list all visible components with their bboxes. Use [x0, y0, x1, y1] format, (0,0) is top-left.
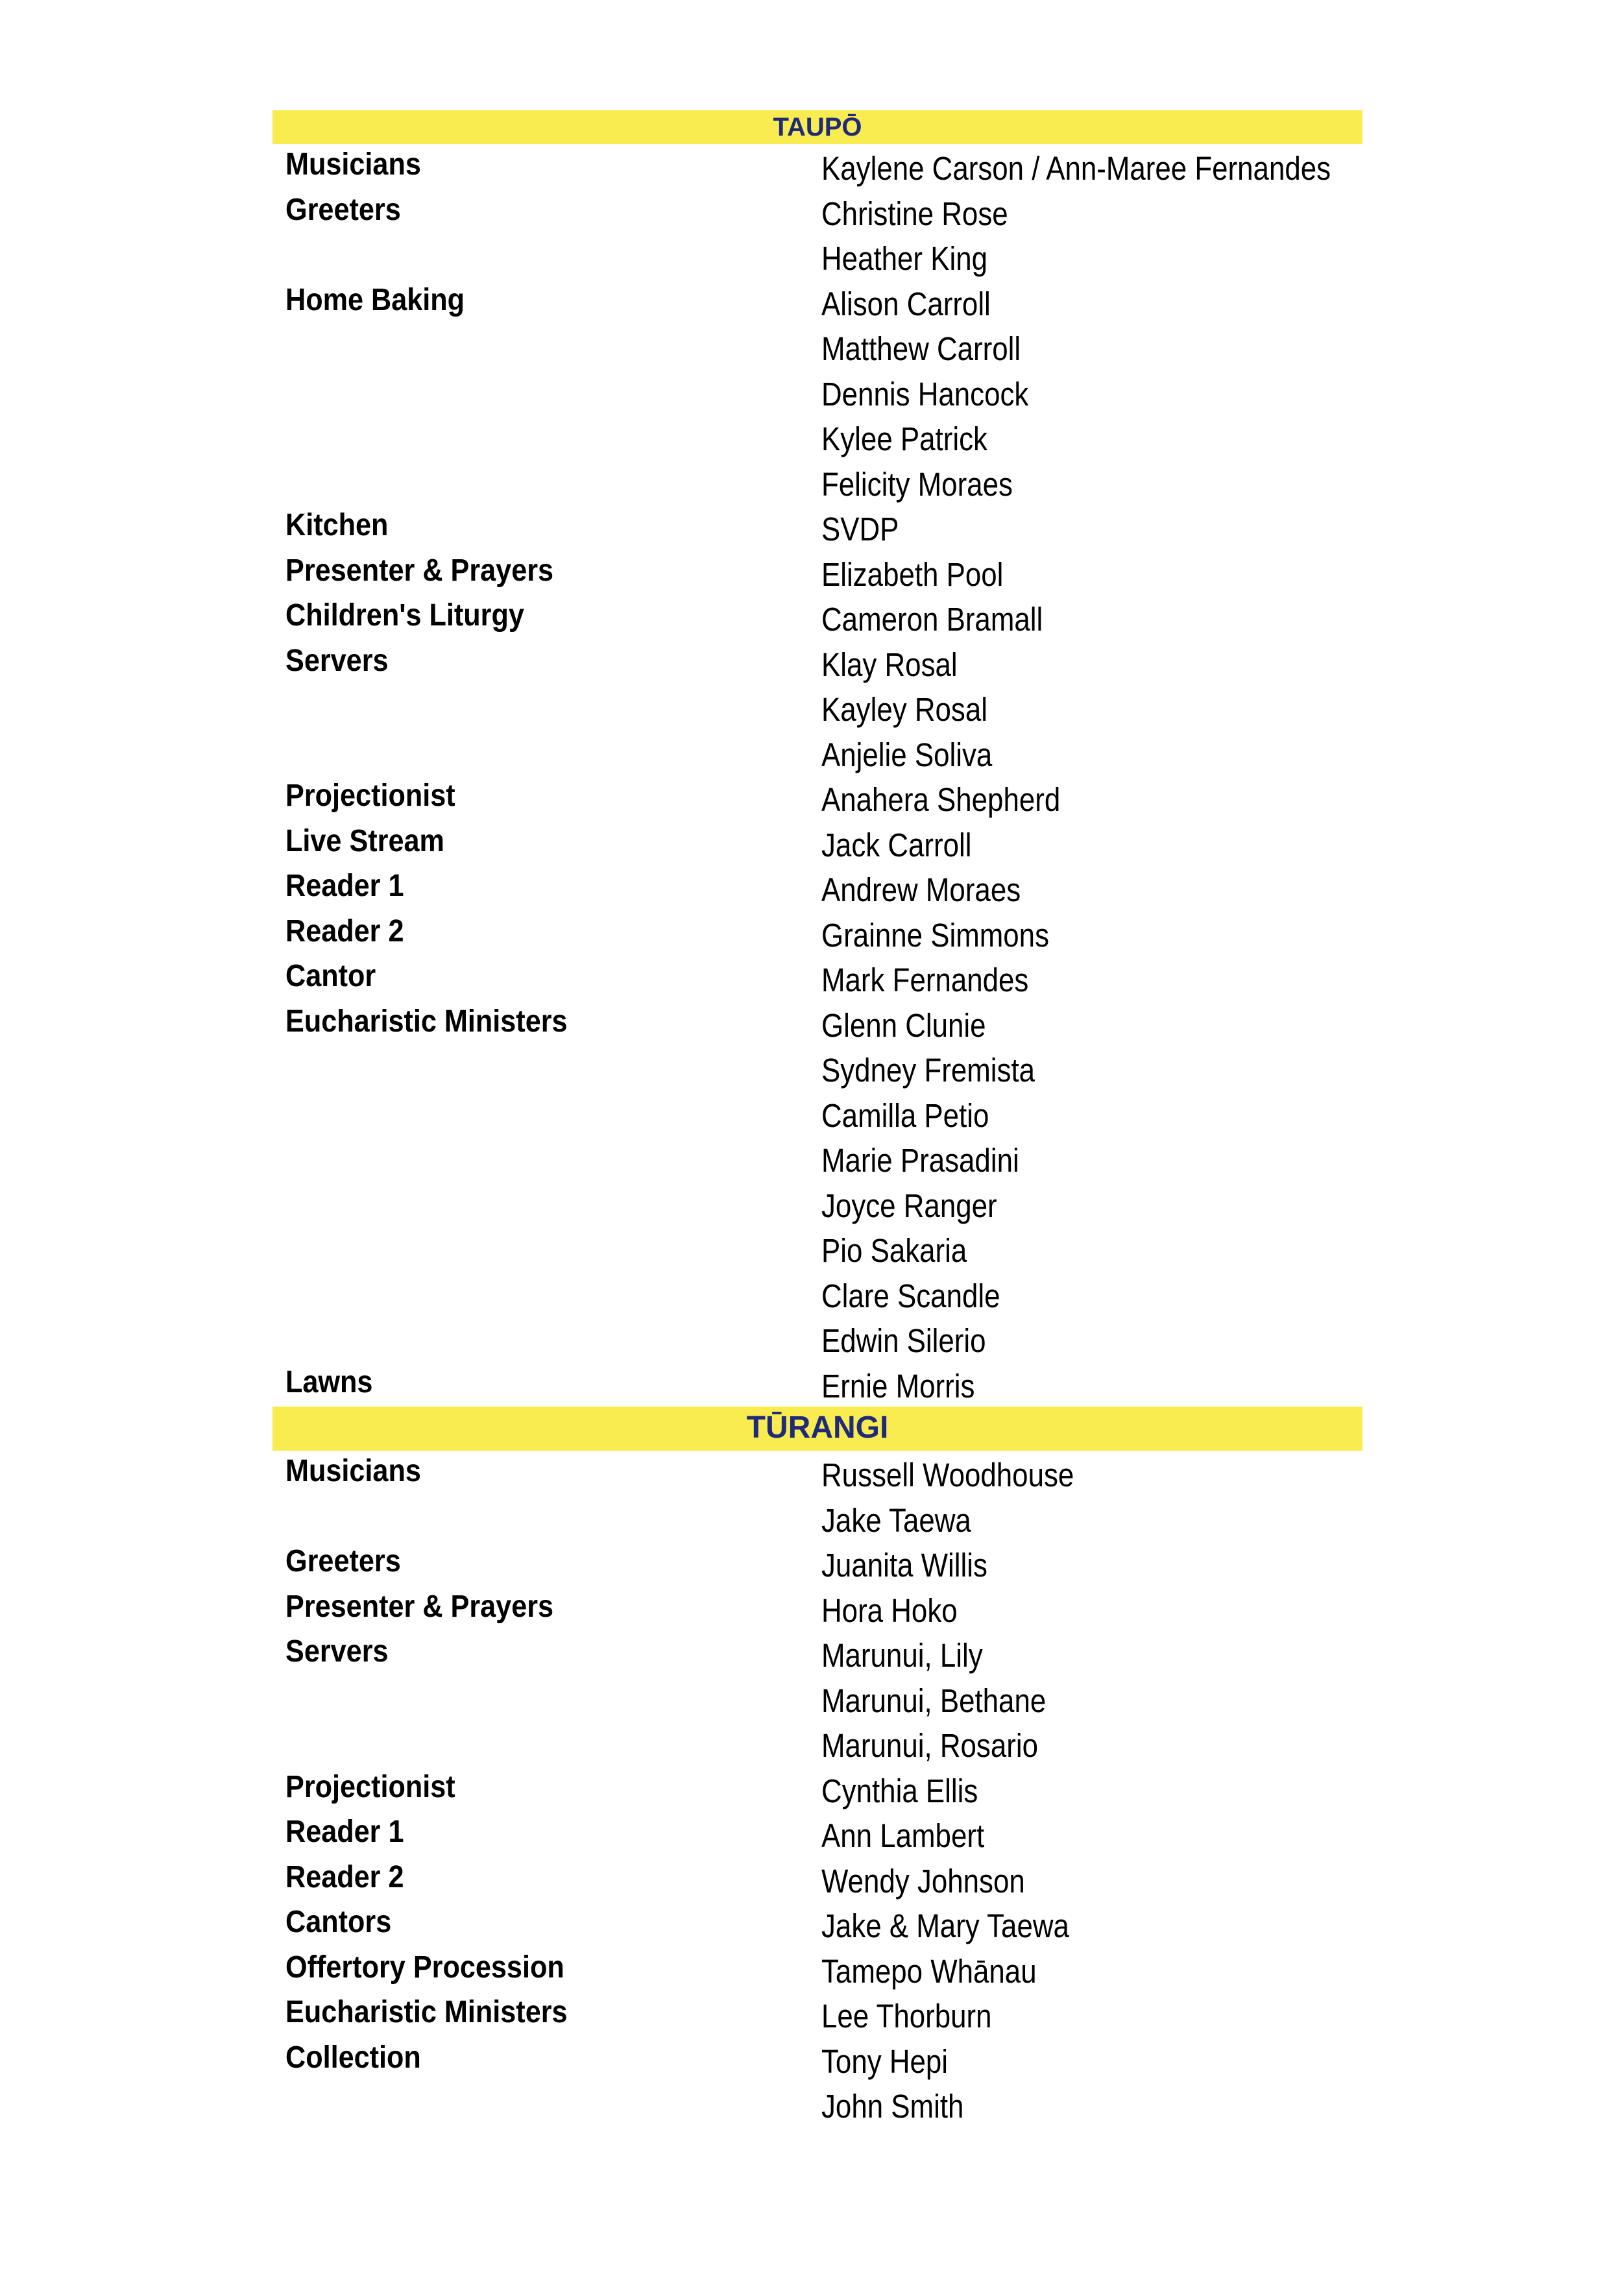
- roster-row: [272, 1631, 1362, 1676]
- section-header-turangi: [272, 1407, 1362, 1451]
- role-label: Servers: [285, 643, 389, 678]
- roster-row: [272, 2037, 1362, 2083]
- volunteer-name: Tamepo Whānau: [821, 1952, 1037, 1990]
- volunteer-name: Tony Hepi: [821, 2042, 949, 2080]
- volunteer-name: Hora Hoko: [821, 1591, 958, 1629]
- section-turangi: [272, 1407, 1362, 2127]
- volunteer-name: Anjelie Soliva: [821, 736, 993, 773]
- roster-row: [272, 595, 1362, 640]
- volunteer-name: Felicity Moraes: [821, 465, 1013, 503]
- roster-row: [272, 821, 1362, 866]
- role-label: Collection: [285, 2040, 421, 2075]
- roster-row: [272, 1586, 1362, 1632]
- role-label: Musicians: [285, 1454, 421, 1488]
- volunteer-name: Alison Carroll: [821, 285, 991, 322]
- roster-row: [272, 280, 1362, 325]
- volunteer-name: Mark Fernandes: [821, 961, 1029, 998]
- volunteer-name: Edwin Silerio: [821, 1322, 986, 1359]
- role-label: Cantors: [285, 1905, 392, 1939]
- roster-row: [272, 189, 1362, 235]
- volunteer-name: Marunui, Lily: [821, 1637, 983, 1674]
- role-label: Presenter & Prayers: [285, 1589, 554, 1624]
- volunteer-name: Ernie Morris: [821, 1367, 975, 1405]
- role-label: Reader 1: [285, 869, 404, 903]
- roster-row: [272, 1541, 1362, 1586]
- roster-row: [272, 775, 1362, 821]
- role-label: Home Baking: [285, 282, 465, 317]
- roster-row: [272, 1857, 1362, 1902]
- volunteer-name: Clare Scandle: [821, 1277, 1000, 1314]
- volunteer-name: Jack Carroll: [821, 826, 972, 864]
- roster-row: [272, 370, 1362, 415]
- roster-row: [272, 460, 1362, 505]
- volunteer-name: Russell Woodhouse: [821, 1456, 1074, 1493]
- volunteer-name: Ann Lambert: [821, 1817, 985, 1854]
- role-label: Kitchen: [285, 508, 389, 542]
- roster-row: [272, 144, 1362, 189]
- volunteer-name: Kylee Patrick: [821, 420, 987, 457]
- volunteer-name: Klay Rosal: [821, 646, 958, 683]
- role-label: Reader 1: [285, 1815, 404, 1849]
- section-rows: [272, 1451, 1362, 2127]
- volunteer-name: Andrew Moraes: [821, 871, 1021, 908]
- volunteer-name: Anahera Shepherd: [821, 781, 1061, 818]
- volunteer-name: John Smith: [821, 2088, 964, 2125]
- roster-row: [272, 911, 1362, 956]
- roster-row: [272, 1226, 1362, 1272]
- volunteer-name: Marunui, Bethane: [821, 1682, 1047, 1719]
- roster-row: [272, 1181, 1362, 1227]
- role-label: Eucharistic Ministers: [285, 1004, 568, 1039]
- roster-row: [272, 1902, 1362, 1947]
- role-label: Greeters: [285, 192, 401, 227]
- volunteer-name: Jake Taewa: [821, 1501, 971, 1539]
- section-header-taupo: [272, 110, 1362, 144]
- volunteer-name: Dennis Hancock: [821, 375, 1029, 413]
- roster-row: [272, 2082, 1362, 2127]
- volunteer-name: Kaylene Carson / Ann-Maree Fernandes: [821, 150, 1331, 187]
- volunteer-name: Juanita Willis: [821, 1547, 987, 1584]
- role-label: Presenter & Prayers: [285, 553, 554, 588]
- volunteer-name: Kayley Rosal: [821, 691, 987, 728]
- volunteer-name: Marunui, Rosario: [821, 1727, 1038, 1764]
- roster-row: [272, 1272, 1362, 1317]
- section-title: TAUPŌ: [773, 113, 862, 141]
- roster-table: [272, 110, 1362, 2127]
- roster-row: [272, 1001, 1362, 1046]
- section-taupo: [272, 110, 1362, 1407]
- role-label: Children's Liturgy: [285, 598, 524, 633]
- volunteer-name: Glenn Clunie: [821, 1006, 986, 1044]
- role-label: Reader 2: [285, 913, 404, 949]
- role-label: Musicians: [285, 147, 421, 182]
- roster-row: [272, 1992, 1362, 2037]
- roster-row: [272, 1316, 1362, 1362]
- volunteer-name: SVDP: [821, 511, 899, 548]
- volunteer-name: Joyce Ranger: [821, 1187, 997, 1224]
- volunteer-name: Jake & Mary Taewa: [821, 1907, 1069, 1944]
- roster-row: [272, 324, 1362, 370]
- role-label: Lawns: [285, 1364, 373, 1399]
- role-label: Offertory Procession: [285, 1950, 564, 1985]
- roster-row: [272, 1046, 1362, 1091]
- role-label: Servers: [285, 1634, 389, 1669]
- roster-row: [272, 1091, 1362, 1137]
- role-label: Greeters: [285, 1544, 401, 1578]
- roster-row: [272, 1136, 1362, 1181]
- roster-row: [272, 505, 1362, 550]
- roster-row: [272, 234, 1362, 280]
- roster-row: [272, 1496, 1362, 1541]
- volunteer-name: Cameron Bramall: [821, 601, 1043, 638]
- roster-row: [272, 550, 1362, 596]
- roster-row: [272, 731, 1362, 776]
- roster-row: [272, 1721, 1362, 1767]
- volunteer-name: Heather King: [821, 240, 988, 277]
- volunteer-name: Sydney Fremista: [821, 1052, 1035, 1089]
- role-label: Cantor: [285, 959, 376, 993]
- volunteer-name: Elizabeth Pool: [821, 555, 1004, 593]
- roster-row: [272, 1947, 1362, 1992]
- roster-row: [272, 1767, 1362, 1812]
- roster-row: [272, 1676, 1362, 1722]
- role-label: Reader 2: [285, 1859, 404, 1894]
- roster-row: [272, 1811, 1362, 1857]
- volunteer-name: Pio Sakaria: [821, 1232, 967, 1269]
- section-title: TŪRANGI: [746, 1410, 889, 1445]
- volunteer-name: Christine Rose: [821, 195, 1008, 232]
- volunteer-name: Wendy Johnson: [821, 1862, 1025, 1900]
- roster-row: [272, 1451, 1362, 1496]
- volunteer-name: Camilla Petio: [821, 1096, 989, 1134]
- roster-row: [272, 1362, 1362, 1407]
- volunteer-name: Lee Thorburn: [821, 1998, 992, 2035]
- roster-row: [272, 865, 1362, 911]
- roster-row: [272, 640, 1362, 686]
- volunteer-name: Marie Prasadini: [821, 1142, 1019, 1179]
- roster-row: [272, 415, 1362, 460]
- role-label: Projectionist: [285, 1769, 455, 1804]
- roster-row: [272, 956, 1362, 1001]
- volunteer-name: Matthew Carroll: [821, 330, 1021, 367]
- roster-row: [272, 685, 1362, 731]
- volunteer-name: Cynthia Ellis: [821, 1772, 978, 1809]
- section-rows: [272, 144, 1362, 1407]
- role-label: Live Stream: [285, 823, 444, 858]
- volunteer-name: Grainne Simmons: [821, 916, 1050, 954]
- role-label: Eucharistic Ministers: [285, 1995, 568, 2029]
- role-label: Projectionist: [285, 779, 455, 813]
